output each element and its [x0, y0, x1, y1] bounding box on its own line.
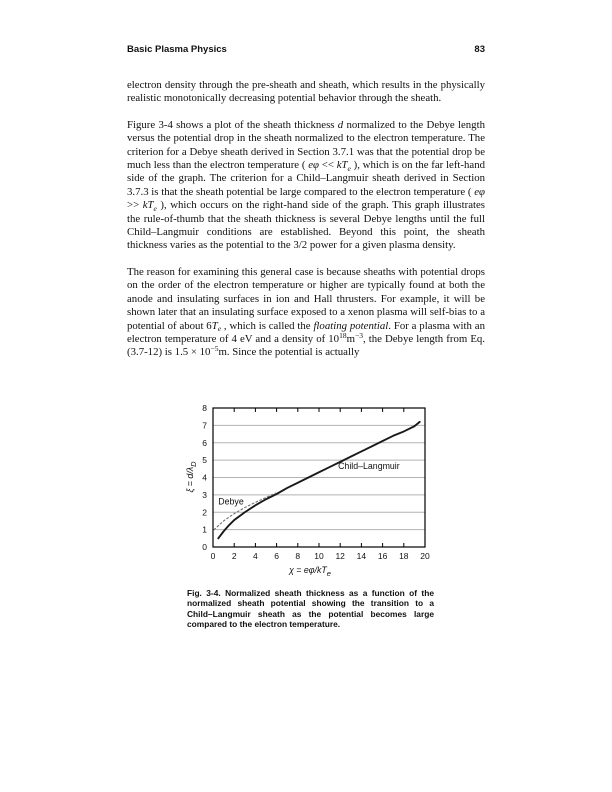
page-header: [127, 44, 485, 55]
y-tick-label: 1: [202, 524, 207, 535]
y-tick-label: 3: [202, 489, 207, 500]
paragraph-1: electron density through the pre-sheath and sheath, which results in the physically realistic monotonically decreasing potential behavior through the sheath.: [127, 79, 485, 105]
y-tick-label: 7: [202, 420, 207, 431]
paragraph-3: The reason for examining this general case is because sheaths with potential drops on the order of the electron temperature or higher are typically found at both the anode and insulating surfaces in ion and Hall thrusters. For example, it will be shown later that an insulating surface exposed to a xenon plasma will self-bias to a potential of about $6T_e$ , which is called the floating potential. For a plasma with an electron temperature of 4 eV and a density of $10^{18}m^{-3}$, the Debye length from Eq. (3.7-12) is $1.5 \times 10^{-5}m$. Since the potential is actually: [127, 265, 486, 359]
x-tick-label: 12: [335, 551, 345, 561]
y-tick-label: 5: [202, 455, 207, 466]
y-axis-label: ξ = d/λD: [185, 461, 198, 493]
curve-label: Child–Langmuir: [338, 460, 400, 471]
x-tick-label: 14: [356, 551, 367, 561]
x-tick-label: 0: [210, 551, 216, 561]
sheath-thickness-plot-svg: [185, 400, 435, 566]
y-tick-label: 2: [202, 507, 207, 518]
page-number: 83: [474, 44, 485, 55]
x-tick-label: 6: [274, 551, 279, 561]
x-axis-label: χ = eφ/kTe: [289, 565, 331, 578]
x-tick-label: 8: [295, 551, 301, 561]
curve-label: Debye: [218, 496, 244, 507]
running-head-title: Basic Plasma Physics: [127, 44, 227, 55]
paragraph-2: Figure 3-4 shows a plot of the sheath thickness d normalized to the Debye length versus the potential drop in the sheath normalized to the electron temperature. The criterion for a Debye sheath derived in Section 3.7.1 was that the potential drop be much less than the electron temperature ( $e\varphi << kT_e$ ), which is on the far left-hand side of the graph. The criterion for a Child–Langmuir sheath derived in Section 3.7.3 is that the sheath potential be large compared to the electron temperature ( $e\varphi >> kT_e$ ), which occurs on the right-hand side of the graph. This graph illustrates the rule-of-thumb that the sheath thickness is several Debye lengths until the full Child–Langmuir conditions are established. Beyond this point, the sheath thickness varies as the potential to the 3/2 power for a given plasma density.: [127, 118, 485, 252]
x-tick-label: 16: [377, 551, 388, 561]
figure-caption: Fig. 3-4. Normalized sheath thickness as a function of the normalized sheath potential showing the transition to a Child–Langmuir sheath as the potential becomes large compared to the electron temperature.: [187, 588, 434, 630]
x-tick-label: 18: [399, 551, 409, 561]
y-tick-label: 4: [202, 472, 207, 483]
figure-3-4-chart: [185, 400, 435, 566]
x-tick-label: 10: [314, 551, 324, 561]
x-tick-label: 20: [420, 551, 430, 561]
series-solid: [218, 422, 419, 538]
y-tick-label: 6: [202, 437, 207, 448]
y-tick-label: 0: [202, 542, 207, 552]
x-tick-label: 2: [231, 551, 237, 561]
body-text-block: [127, 79, 485, 373]
x-tick-label: 4: [253, 551, 258, 561]
y-tick-label: 8: [202, 403, 207, 413]
